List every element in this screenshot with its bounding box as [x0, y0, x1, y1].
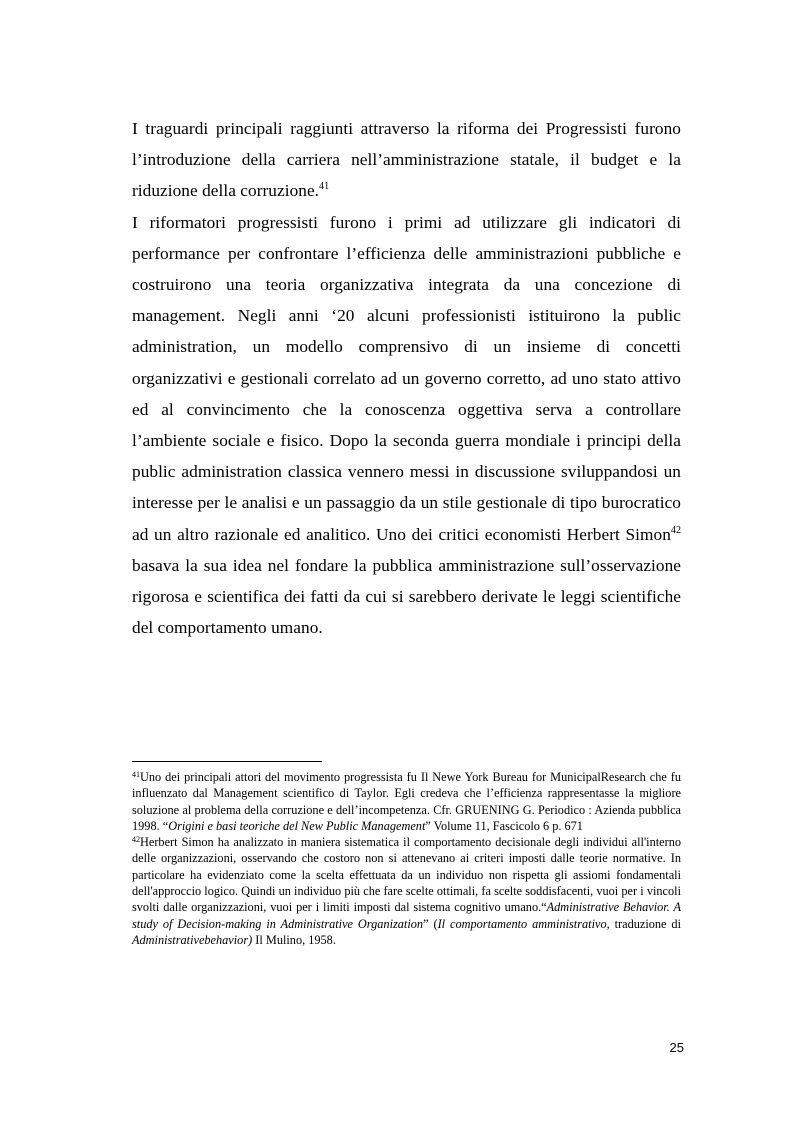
- page-number: 25: [669, 1040, 684, 1055]
- footnote-42-title: Administrative Behavior. A study of Decision-making in Administrative Organization: [132, 900, 681, 931]
- footnote-ref-42: 42: [670, 524, 681, 536]
- footnote-42-mid: ” (: [423, 916, 438, 931]
- footnote-42-italian-title: Il comportamento amministrativo: [437, 916, 607, 931]
- footnote-ref-41: 41: [319, 181, 330, 193]
- paragraph-2-text-b: basava la sua idea nel fondare la pubblica amministrazione sull’osservazione rigorosa e scientifica dei fatti da cui si sarebbero derivate le leggi scientifiche del comportamento umano.: [132, 555, 681, 638]
- footnote-41-tail: ” Volume 11, Fascicolo 6 p. 671: [425, 818, 583, 833]
- footnote-41: [132, 769, 681, 834]
- footnote-42: [132, 834, 681, 948]
- footnote-42-text: Herbert Simon ha analizzato in maniera sistematica il comportamento decisionale degli individui all'interno delle organizzazioni, osservando che costoro non si attenevano ai criteri imposti dalle teorie normative. In particolare ha evidenziato come la scelta effettuata da un individuo non rispetta gli assiomi fondamentali dell'approccio logico. Quindi un individuo più che fare scelte ottimali, fa scelte soddisfacenti, vuoi per i vincoli svolti dalle organizzazioni, vuoi per i limiti imposti dal sistema cognitivo umano.“: [132, 835, 681, 915]
- footnotes: [132, 769, 681, 948]
- paragraph-2-text-a: I riformatori progressisti furono i primi ad utilizzare gli indicatori di performance per confrontare l’efficienza delle amministrazioni pubbliche e costruirono una teoria organizzativa integrata da una concezione di management. Negli anni ‘20 alcuni professionisti istituirono la public administration, un modello comprensivo di un insieme di concetti organizzativi e gestionali correlato ad un governo corretto, ad uno stato attivo ed al convincimento che la conoscenza oggettiva serva a controllare l’ambiente sociale e fisico. Dopo la seconda guerra mondiale i principi della public administration classica vennero messi in discussione sviluppandosi un interesse per le analisi e un passaggio da un stile gestionale di tipo burocratico ad un altro razionale ed analitico. Uno dei critici economisti Herbert Simon: [132, 212, 681, 544]
- footnote-42-original-title: Administrativebehavior): [132, 932, 253, 947]
- body-text: [132, 113, 681, 643]
- footnote-separator: [132, 761, 322, 762]
- footnote-41-mark: 41: [132, 770, 140, 779]
- footnote-42-mid2: , traduzione di: [606, 916, 681, 931]
- paragraph-1: [132, 113, 681, 207]
- footnote-42-tail: Il Mulino, 1958.: [252, 932, 336, 947]
- footnote-41-text: Uno dei principali attori del movimento progressista fu Il Newe York Bureau for MunicipalResearch che fu influenzato dal Management scientifico di Taylor. Egli credeva che l’efficienza rappresentasse la migliore soluzione al problema della corruzione e dell’incompetenza. Cfr. GRUENING G. Periodico : Azienda pubblica 1998. “: [132, 770, 681, 833]
- footnote-41-title: Origini e basi teoriche del New Public Management: [168, 818, 426, 833]
- paragraph-2: [132, 207, 681, 644]
- footnote-42-mark: 42: [132, 835, 140, 845]
- paragraph-1-text: I traguardi principali raggiunti attraverso la riforma dei Progressisti furono l’introduzione della carriera nell’amministrazione statale, il budget e la riduzione della corruzione.: [132, 119, 681, 201]
